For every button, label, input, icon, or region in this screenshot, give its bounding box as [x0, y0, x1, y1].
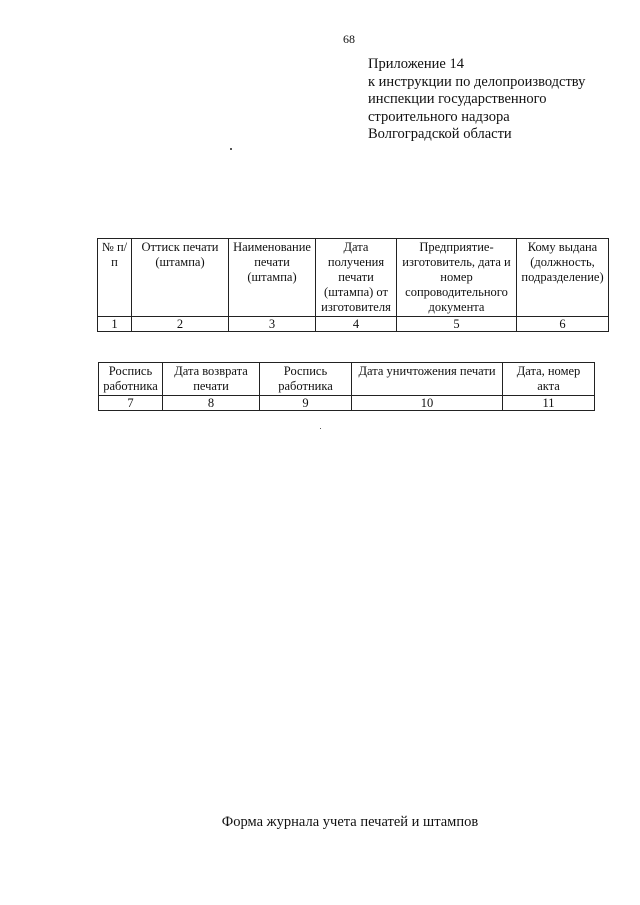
column-header: Предприятие-изготовитель, дата и номер сопроводительного документа	[397, 239, 517, 317]
table-number-row	[99, 396, 595, 411]
scan-speck	[230, 148, 232, 150]
column-header: Дата, номер акта	[503, 363, 595, 396]
column-number: 5	[397, 317, 517, 332]
appendix-header	[368, 56, 628, 144]
column-number: 10	[352, 396, 503, 411]
column-number: 9	[260, 396, 352, 411]
appendix-line: Волгоградской области	[368, 126, 512, 142]
table-header-row	[99, 363, 595, 396]
form-title: Форма журнала учета печатей и штампов	[221, 814, 479, 830]
column-header: Кому выдана (должность, подразделение)	[517, 239, 609, 317]
column-number: 11	[503, 396, 595, 411]
column-number: 4	[316, 317, 397, 332]
table-header-row	[98, 239, 609, 317]
column-number: 8	[163, 396, 260, 411]
column-number: 6	[517, 317, 609, 332]
seal-register-table-part-1	[97, 238, 609, 332]
seal-register-table-part-2	[98, 362, 595, 411]
appendix-line: инспекции государственного	[368, 91, 547, 107]
column-header: Дата уничтожения печати	[352, 363, 503, 396]
column-header: № п/п	[98, 239, 132, 317]
appendix-line: к инструкции по делопроизводству	[368, 73, 586, 90]
column-header: Оттиск печати (штампа)	[132, 239, 229, 317]
scan-speck	[320, 428, 321, 429]
appendix-line: Приложение 14	[368, 56, 464, 72]
appendix-line: строительного надзора	[368, 108, 510, 125]
table-number-row	[98, 317, 609, 332]
column-header: Наименование печати (штампа)	[229, 239, 316, 317]
column-header: Роспись работника	[99, 363, 163, 396]
column-header: Роспись работника	[260, 363, 352, 396]
column-number: 1	[98, 317, 132, 332]
column-number: 2	[132, 317, 229, 332]
page-number: 68	[343, 32, 355, 46]
column-header: Дата возврата печати	[163, 363, 260, 396]
column-number: 3	[229, 317, 316, 332]
column-number: 7	[99, 396, 163, 411]
column-header: Дата получения печати (штампа) от изготовителя	[316, 239, 397, 317]
